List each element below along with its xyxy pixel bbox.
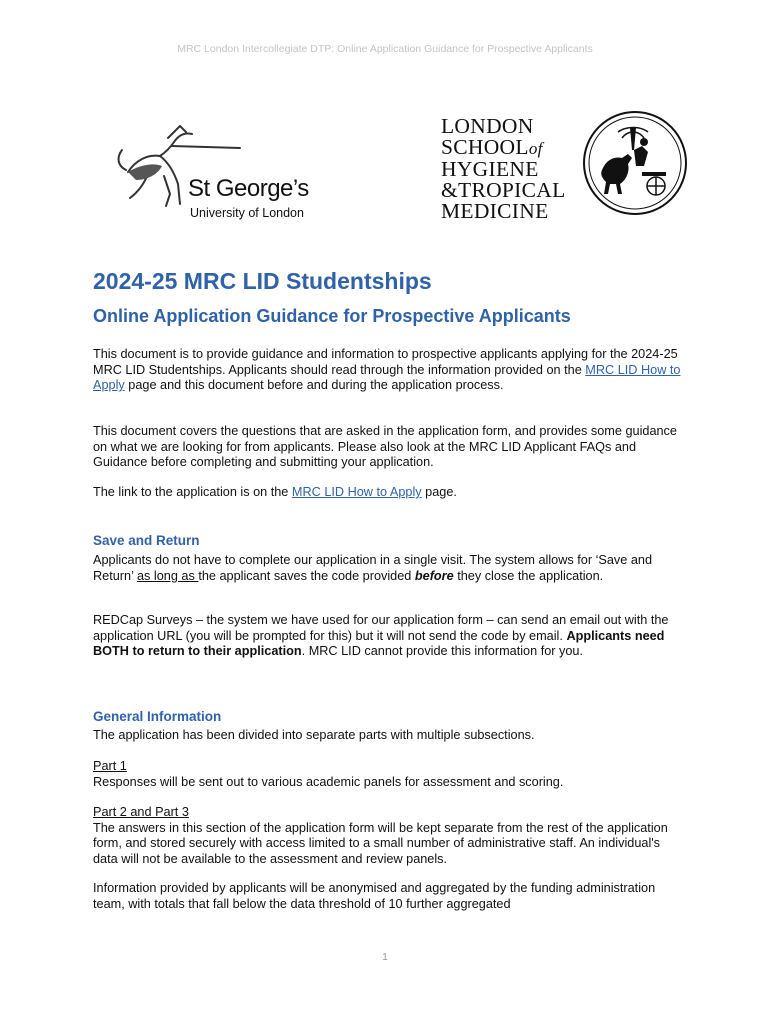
save-return-p1-emphasis: before — [414, 568, 454, 583]
save-return-p2-b: . MRC LID cannot provide this information for you. — [301, 644, 584, 659]
part1-text: Responses will be sent out to various academic panels for assessment and scoring. — [93, 774, 564, 789]
lshtm-wordmark — [441, 116, 566, 222]
general-info-last-paragraph: Information provided by applicants will be anonymised and aggregated by the funding administration team, with totals that fall below the data threshold of 10 further aggregated — [93, 881, 656, 911]
how-to-apply-link-2[interactable]: MRC LID How to Apply — [291, 485, 422, 499]
general-info-intro: The application has been divided into separate parts with multiple subsections. — [93, 728, 535, 742]
part1-block — [93, 759, 683, 790]
save-return-p1-a: Applicants do not have to complete our application in a single visit. The system allows for ‘Save and Return’ — [93, 553, 653, 583]
save-return-paragraph-1 — [93, 553, 683, 584]
save-return-p1-c: they close the application. — [453, 568, 604, 583]
part23-text: The answers in this section of the application form will be kept separate from the rest of the application form, and stored securely with access limited to a small number of administrative staff. An individual's data will not be available to the assessment and review panels. — [93, 820, 668, 866]
save-return-p1-underline: as long as — [136, 568, 199, 583]
part1-label: Part 1 — [93, 759, 127, 773]
lshtm-line-5: MEDICINE — [441, 199, 549, 223]
sgul-subtitle: University of London — [190, 206, 304, 220]
how-to-apply-link-1[interactable]: MRC LID How to Apply — [93, 362, 681, 393]
sgul-name: St George’s — [188, 175, 309, 202]
lshtm-of: of — [528, 139, 543, 158]
save-return-p1-b: the applicant saves the code provided — [198, 568, 415, 583]
save-return-p2-a: REDCap Surveys – the system we have used for our application form – can send an email out with the application URL (you will be prompted for this) but it will not send the code by email. — [93, 613, 669, 643]
lshtm-line-4: &TROPICAL — [441, 178, 566, 202]
page-title: 2024-25 MRC LID Studentships — [93, 268, 432, 294]
lshtm-seal-icon — [582, 110, 688, 216]
page-number: 1 — [382, 952, 388, 963]
intro-p3-text-b: page. — [421, 485, 457, 499]
save-return-paragraph-2 — [93, 613, 683, 660]
save-return-heading: Save and Return — [93, 533, 200, 548]
intro-p1-text-b: page and this document before and during the application process. — [124, 378, 504, 393]
intro-paragraph-1 — [93, 347, 683, 394]
running-header: MRC London Intercollegiate DTP: Online Application Guidance for Prospective Applicants — [177, 43, 593, 55]
general-info-heading: General Information — [93, 709, 222, 724]
lshtm-line-1: LONDON — [441, 114, 534, 138]
part23-label: Part 2 and Part 3 — [93, 805, 189, 819]
intro-paragraph-3 — [93, 485, 683, 501]
save-return-p2-bold: Applicants need BOTH to return to their application — [93, 628, 665, 659]
intro-p3-text-a: The link to the application is on the — [93, 485, 292, 499]
lshtm-school: SCHOOL — [441, 135, 529, 159]
lshtm-line-3: HYGIENE — [441, 157, 539, 181]
page-subtitle: Online Application Guidance for Prospective Applicants — [93, 306, 571, 326]
intro-p1-text-a: This document is to provide guidance and information to prospective applicants applying for the 2024-25 MRC LID Studentships. Applicants should read through the information provided on the — [93, 347, 678, 377]
intro-paragraph-2: This document covers the questions that are asked in the application form, and provides some guidance on what we are looking for from applicants. Please also look at the MRC LID Applicant FAQs and Guidance before completing and submitting your application. — [93, 424, 677, 470]
part23-block — [93, 805, 683, 867]
lshtm-line-2 — [441, 137, 566, 159]
